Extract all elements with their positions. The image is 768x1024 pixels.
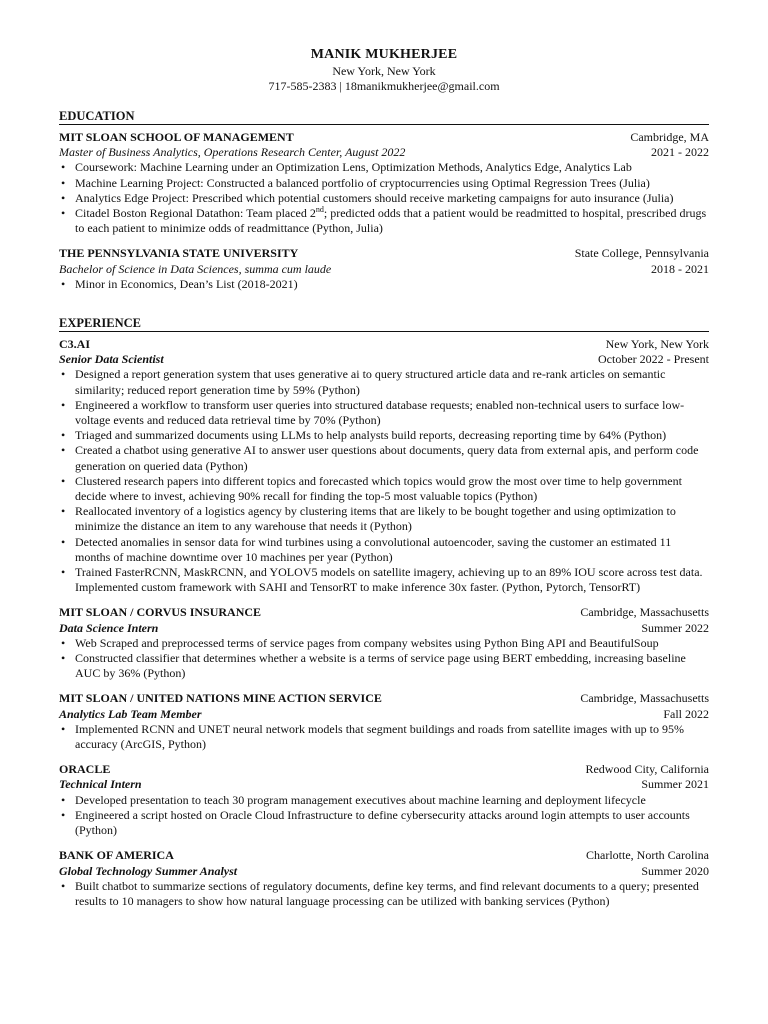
school-dates: 2018 - 2021 [651,261,709,276]
list-item: • Engineered a workflow to transform user queries into structured database requests; enabled non-technical users to surface low-voltage events and reduced data retrieval time by 70% (Python) [59,398,709,428]
job-dates: Fall 2022 [663,706,709,721]
job-location: Cambridge, Massachusetts [580,691,709,706]
job-location: Charlotte, North Carolina [586,848,709,863]
job-location: New York, New York [605,337,709,351]
education-section [59,109,709,302]
list-item: • Clustered research papers into different topics and forecasted which topics would grow the most over time to help government decide where to invest, achieving 90% recall for finding the top-5 most valuable topics (Python) [59,474,709,504]
job-c3ai [59,337,709,595]
job-unmas [59,691,709,752]
job-oracle [59,762,709,838]
company-name: MIT SLOAN / UNITED NATIONS MINE ACTION SERVICE [59,691,382,706]
list-item: • Designed a report generation system that uses generative ai to query structured article data and re-rank articles on semantic similarity; reduced report generation time by 59% (Python) [59,367,709,397]
school-name: THE PENNSYLVANIA STATE UNIVERSITY [59,246,299,261]
job-role: Technical Intern [59,777,142,792]
job-bullets [59,722,709,752]
job-dates: October 2022 - Present [598,352,709,367]
candidate-contact: 717-585-2383 | 18manikmukherjee@gmail.com [268,79,500,93]
education-title: EDUCATION [59,109,709,125]
list-item: • Machine Learning Project: Constructed a balanced portfolio of cryptocurrencies using Optimal Regression Trees (Julia) [59,176,709,191]
datathon-ordinal: nd [315,205,324,215]
company-name: ORACLE [59,762,111,777]
company-name: C3.AI [59,337,91,351]
candidate-location: New York, New York [332,64,436,78]
job-location: Cambridge, Massachusetts [580,605,709,620]
degree: Master of Business Analytics, Operations Research Center, August 2022 [59,145,406,160]
school-location: Cambridge, MA [630,130,709,144]
job-dates: Summer 2022 [641,620,709,635]
education-bullets [59,277,709,292]
job-role: Analytics Lab Team Member [59,706,202,721]
list-item: • Minor in Economics, Dean’s List (2018-2021) [59,277,709,292]
list-item: • Created a chatbot using generative AI to answer user questions about documents, query data from external apis, and perform code generation on queried data (Python) [59,443,709,473]
experience-title: EXPERIENCE [59,316,709,332]
list-item: • Reallocated inventory of a logistics agency by clustering items that are likely to be bought together and using optimization to minimize the distance an item to any warehouse that needs it (Python) [59,504,709,534]
company-name: BANK OF AMERICA [59,848,174,863]
datathon-suffix: ; predicted odds that a patient would be readmitted to hospital, prescribed drugs to each patient to minimize odds of readmittance (Python, Julia) [75,206,707,236]
list-item: • Analytics Edge Project: Prescribed which potential customers should receive marketing campaigns for auto insurance (Julia) [59,191,709,206]
education-entry-psu [59,246,709,292]
school-dates: 2021 - 2022 [651,145,709,160]
degree: Bachelor of Science in Data Sciences, summa cum laude [59,261,332,276]
list-item: • Detected anomalies in sensor data for wind turbines using a convolutional autoencoder, saving the customer an estimated 11 months of machine downtime over 10 machines per year (Python) [59,535,709,565]
list-item: • Trained FasterRCNN, MaskRCNN, and YOLOV5 models on satellite imagery, achieving up to an 89% IOU score across test data. Implemented custom framework with SAHI and TensorRT to make inference 30x faster. (Python, Pytorch, TensorRT) [59,565,709,595]
list-item: • Implemented RCNN and UNET neural network models that segment buildings and roads from satellite images with up to 95% accuracy (ArcGIS, Python) [59,722,709,752]
company-name: MIT SLOAN / CORVUS INSURANCE [59,605,262,620]
candidate-name: MANIK MUKHERJEE [310,47,458,62]
job-bofa [59,848,709,909]
job-bullets [59,636,709,682]
list-item-datathon [59,206,709,236]
list-item: • Web Scraped and preprocessed terms of service pages from company websites using Python Bing API and BeautifulSoup [59,636,709,651]
job-role: Senior Data Scientist [59,352,164,367]
job-role: Data Science Intern [59,620,159,635]
job-dates: Summer 2020 [641,863,709,878]
experience-section [59,316,709,919]
job-bullets [59,879,709,909]
list-item: • Developed presentation to teach 30 program management executives about machine learning and deployment lifecycle [59,793,709,808]
datathon-prefix: Citadel Boston Regional Datathon: Team placed 2 [75,206,316,221]
list-item: • Triaged and summarized documents using LLMs to help analysts build reports, decreasing reporting time by 64% (Python) [59,428,709,443]
resume-header [0,46,768,94]
list-item: • Built chatbot to summarize sections of regulatory documents, define key terms, and find relevant documents to a query; presented results to 10 managers to show how natural language processing can be utilized with banking services (Python) [59,879,709,909]
job-dates: Summer 2021 [641,777,709,792]
education-entry-mit [59,130,709,236]
job-bullets [59,793,709,839]
school-name: MIT SLOAN SCHOOL OF MANAGEMENT [59,130,294,144]
list-item: • Coursework: Machine Learning under an Optimization Lens, Optimization Methods, Analytics Edge, Analytics Lab [59,160,709,175]
education-bullets [59,160,709,236]
school-location: State College, Pennsylvania [574,246,709,261]
job-corvus [59,605,709,681]
list-item: • Constructed classifier that determines whether a website is a terms of service page using BERT embedding, increasing baseline AUC by 36% (Python) [59,651,709,681]
job-location: Redwood City, California [585,762,709,777]
job-role: Global Technology Summer Analyst [59,863,238,878]
job-bullets [59,367,709,595]
list-item: • Engineered a script hosted on Oracle Cloud Infrastructure to define cybersecurity attacks around login attempts to user accounts (Python) [59,808,709,838]
